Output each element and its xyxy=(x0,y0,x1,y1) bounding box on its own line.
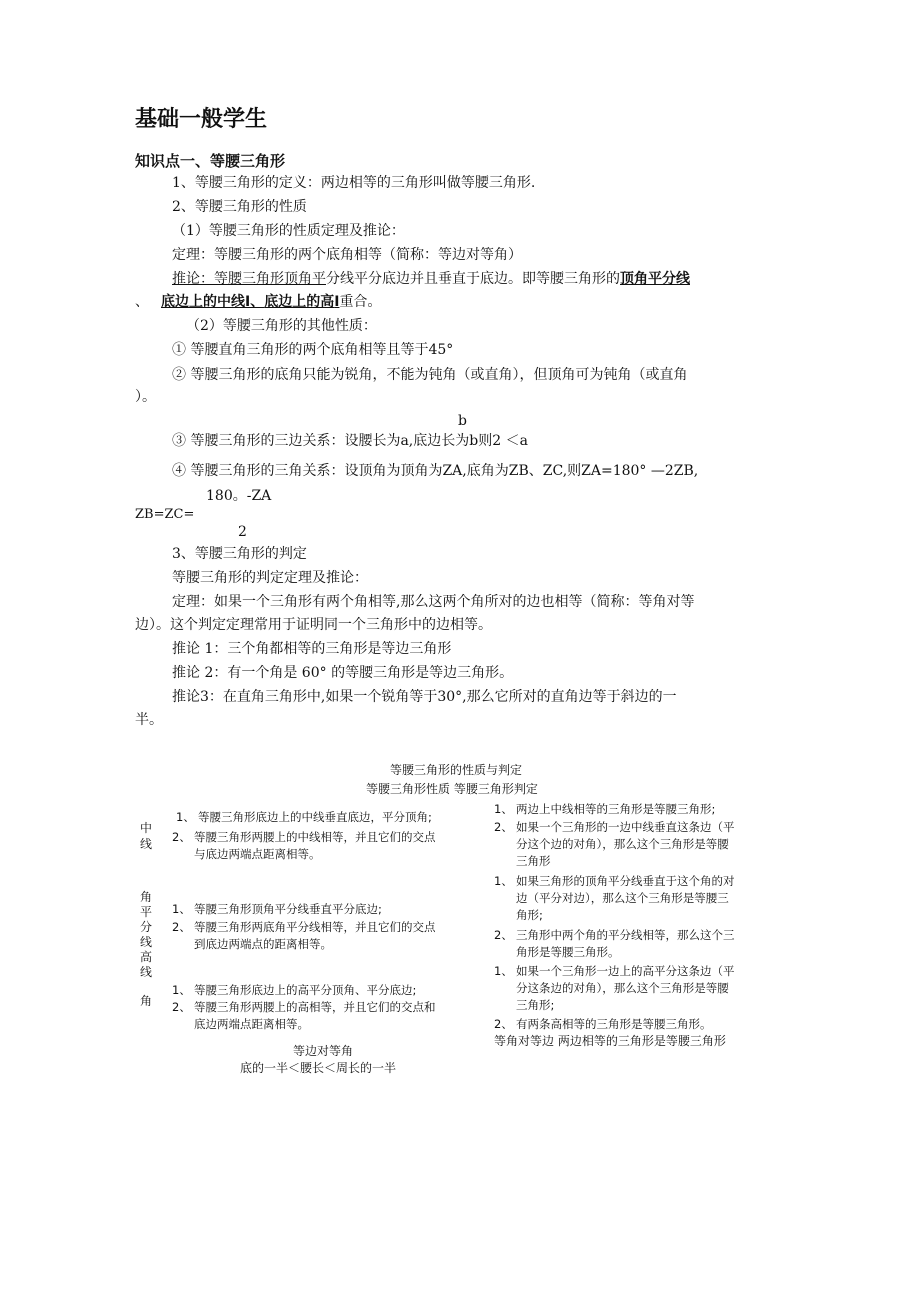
side-label-angle: 角 xyxy=(140,994,153,1008)
right-item: 2、 如果一个三角形的一边中线垂直这条边（平 xyxy=(494,820,735,834)
corollary-rest: 分线平分底边并且垂直于底边。即等腰三角形的 xyxy=(326,271,620,287)
judgement-corollary-3-end: 半。 xyxy=(135,712,163,728)
side-label-median: 中线 xyxy=(140,821,153,851)
right-item: 1、 两边上中线相等的三角形是等腰三角形; xyxy=(494,802,716,816)
left-item: 与底边两端点距离相等。 xyxy=(194,847,321,861)
left-item: 1、 等腰三角形底边上的中线垂直底边，平分顶角; xyxy=(176,810,432,824)
right-item: 三角形; xyxy=(516,998,555,1012)
bottom-left-label: 等边对等角 xyxy=(293,1044,354,1058)
separator-2: I xyxy=(334,294,340,310)
right-item: 分这个边的对角），那么这个三角形是等腰 xyxy=(516,837,729,851)
property-heading: 2、等腰三角形的性质 xyxy=(172,199,307,215)
right-item: 分这条边的对角），那么这个三角形是等腰 xyxy=(516,981,729,995)
judgement-corollary-2: 推论 2：有一个角是 60° 的等腰三角形是等边三角形。 xyxy=(172,665,514,681)
right-item: 1、 如果三角形的顶角平分线垂直于这个角的对 xyxy=(494,874,735,888)
theorem-line: 定理：等腰三角形的两个底角相等（简称：等边对等角） xyxy=(172,247,522,263)
definition-line: 1、等腰三角形的定义：两边相等的三角形叫做等腰三角形. xyxy=(172,175,536,191)
judgement-theorem-heading: 等腰三角形的判定定理及推论： xyxy=(172,570,368,586)
left-item: 2、 等腰三角形两腰上的中线相等，并且它们的交点 xyxy=(172,830,436,844)
fraction-numerator: b xyxy=(458,413,467,429)
page-title: 基础一般学生 xyxy=(135,107,268,132)
right-item: 边（平分对边），那么这个三角形是等腰三 xyxy=(516,891,729,905)
judgement-corollary-3: 推论3：在直角三角形中,如果一个锐角等于30°,那么它所对的直角边等于斜边的一 xyxy=(172,689,677,705)
right-item: 三角形 xyxy=(516,854,551,868)
formula-numerator: 180。-ZA xyxy=(206,488,272,504)
bottom-right-label: 等角对等边 两边相等的三角形是等腰三角形 xyxy=(494,1034,726,1048)
property-item-2-end: ）。 xyxy=(135,389,156,405)
section-heading: 知识点一、等腰三角形 xyxy=(135,152,286,170)
dun-mark: 、 xyxy=(135,294,149,310)
corollary-line-2 xyxy=(135,293,381,311)
altitude-term: 底边上的高 xyxy=(264,294,335,310)
property-item-2: ② 等腰三角形的底角只能为锐角，不能为钝角（或直角），但顶角可为钝角（或直角 xyxy=(172,367,688,383)
left-item: 2、 等腰三角形两腰上的高相等，并且它们的交点和 xyxy=(172,1000,436,1014)
property-theorem-heading: （1）等腰三角形的性质定理及推论： xyxy=(172,223,405,239)
formula-lhs: ZB=ZC= xyxy=(135,507,195,522)
left-item: 到底边两端点的距离相等。 xyxy=(194,937,332,951)
left-item: 1、 等腰三角形顶角平分线垂直平分底边; xyxy=(172,902,382,916)
right-item: 2、 有两条高相等的三角形是等腰三角形。 xyxy=(494,1017,712,1031)
left-item: 2、 等腰三角形两底角平分线相等，并且它们的交点 xyxy=(172,920,436,934)
corollary-underlined: 推论：等腰三角形顶角平 xyxy=(172,271,326,287)
right-item: 角形是等腰三角形。 xyxy=(516,945,620,959)
property-item-1: ① 等腰直角三角形的两个底角相等且等于45° xyxy=(172,342,454,358)
side-label-bisector: 角平分线 xyxy=(140,890,153,949)
separator: I、 xyxy=(245,294,265,310)
right-item: 2、 三角形中两个角的平分线相等，那么这个三 xyxy=(494,928,735,942)
median-term: 底边上的中线 xyxy=(161,294,245,310)
judgement-heading: 3、等腰三角形的判定 xyxy=(172,546,307,562)
left-item: 1、 等腰三角形底边上的高平分顶角、平分底边; xyxy=(172,983,417,997)
judgement-corollary-1: 推论 1：三个角都相等的三角形是等边三角形 xyxy=(172,641,452,657)
right-item: 角形; xyxy=(516,908,543,922)
side-label-altitude: 高线 xyxy=(140,950,153,979)
diagram-subtitle: 等腰三角形性质 等腰三角形判定 xyxy=(366,782,538,796)
apex-bisector-term: 顶角平分线 xyxy=(620,271,690,287)
property-item-4: ④ 等腰三角形的三角关系：设顶角为顶角为ZA,底角为ZB、ZC,则ZA=180° —2ZB, xyxy=(172,463,699,479)
left-item: 底边两端点距离相等。 xyxy=(194,1017,309,1031)
corollary-line xyxy=(172,270,690,288)
coincide-text: 重合。 xyxy=(339,294,382,310)
judgement-theorem-cont: 边）。这个判定定理常用于证明同一个三角形中的边相等。 xyxy=(135,617,492,633)
judgement-theorem: 定理：如果一个三角形有两个角相等,那么这两个角所对的边也相等（简称：等角对等 xyxy=(172,594,695,610)
property-item-3: ③ 等腰三角形的三边关系：设腰长为a,底边长为b则2 ＜a xyxy=(172,433,528,449)
diagram-title: 等腰三角形的性质与判定 xyxy=(390,763,523,777)
right-item: 1、 如果一个三角形一边上的高平分这条边（平 xyxy=(494,964,735,978)
bottom-left-inequality: 底的一半＜腰长＜周长的一半 xyxy=(240,1061,397,1075)
formula-denominator: 2 xyxy=(238,524,247,540)
other-properties-heading: （2）等腰三角形的其他性质： xyxy=(186,318,377,334)
